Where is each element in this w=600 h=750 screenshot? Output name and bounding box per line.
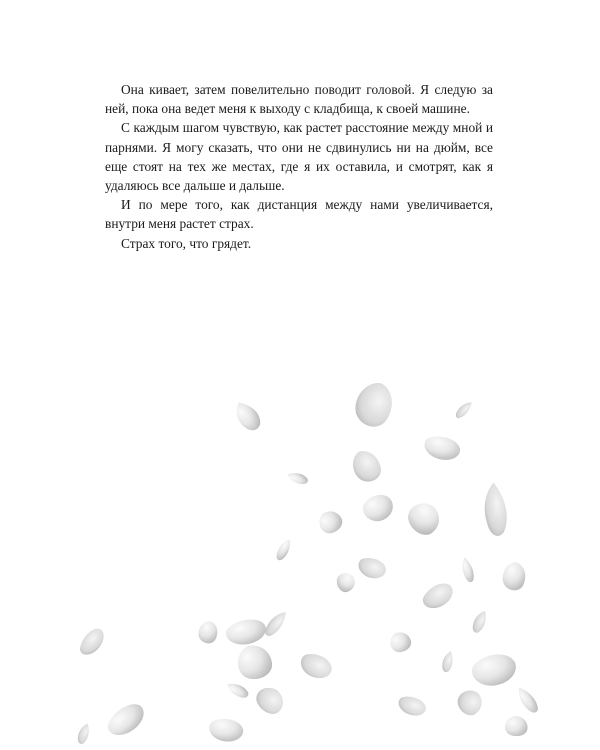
falling-petals-icon: [0, 370, 600, 750]
paragraph-2: С каждым шагом чувствую, как растет расстояние между мной и парнями. Я могу сказать, что они не сдвинулись ни на дюйм, все еще стоят на тех же местах, где я их оставила, и смотрят, как я удаляюсь все дальше и дальше.: [105, 120, 493, 194]
paragraph-1: Она кивает, затем повелительно поводит головой. Я следую за ней, пока она ведет меня к выходу с кладбища, к своей машине.: [105, 82, 493, 117]
paragraph-4: Страх того, что грядет.: [121, 235, 252, 251]
body-text: [105, 80, 493, 253]
paragraph-3: И по мере того, как дистанция между нами увеличивается, внутри меня растет страх.: [105, 197, 493, 232]
